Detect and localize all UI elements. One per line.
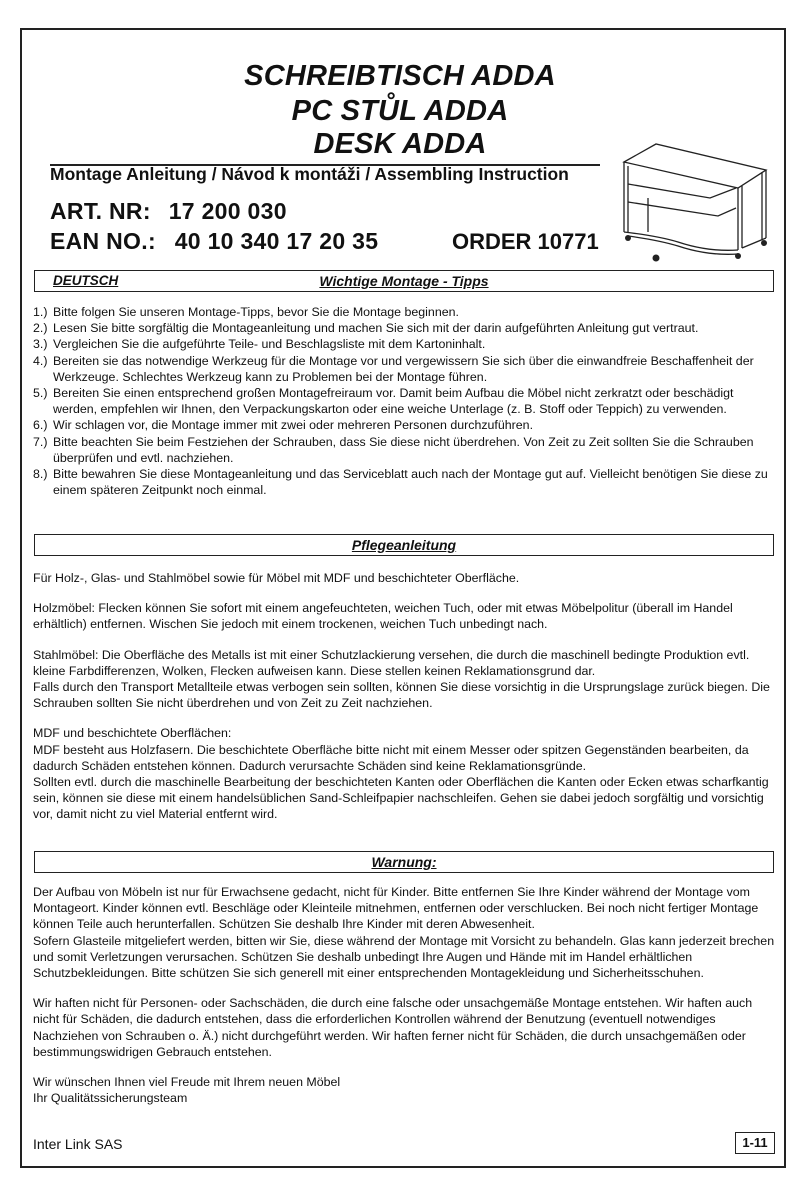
care-wood: Holzmöbel: Flecken können Sie sofort mit einem angefeuchteten, weichen Tuch, oder mit etwas Möbelpolitur (überall im Handel erhältlich) entfernen. Wischen Sie jedoch mit einem trockenen, weichen Tuch unbedingt nach. xyxy=(33,601,733,632)
tip-text: Bitte beachten Sie beim Festziehen der Schrauben, dass Sie diese nicht überdrehen. Von Zeit zu Zeit sollten Sie die Schrauben überprüfen und evtl. nachziehen. xyxy=(53,434,754,465)
tips-lang: DEUTSCH xyxy=(53,273,119,288)
list-item xyxy=(33,304,773,320)
warning-p2: Sofern Glasteile mitgeliefert werden, bitten wir Sie, diese während der Montage mit Vorsicht zu behandeln. Glas kann jederzeit brechen und somit Verletzungen verursachen. Schützen Sie deshalb unbedingt Ihre Augen und Hände mit im Handel erhältlichen Schutzbekleidungen. Bitte schützen Sie sich generell mit einer entsprechenden Montagekleidung und Sicherheitsschuhen. xyxy=(33,933,775,981)
tip-number: 2.) xyxy=(33,321,48,336)
title-line-3: DESK ADDA xyxy=(313,128,487,160)
title-line-2: PC STŮL ADDA xyxy=(291,95,509,127)
list-item xyxy=(33,336,773,352)
care-mdf-2: Sollten evtl. durch die maschinelle Bearbeitung der beschichteten Kanten oder Oberflächen die Kanten oder Ecken etwas scharfkantig sein, können sie diese mit einem handelsüblichen Sand-Schleifpapier nachschleifen. Gehen sie dabei jedoch sorgfältig und vorsichtig vor, damit nicht zu viel Material entfernt wird. xyxy=(33,775,769,822)
care-section xyxy=(33,570,778,823)
tip-text: Bereiten sie das notwendige Werkzeug für die Montage vor und vergewissern Sie sich über die einwandfreie Beschaffenheit der Werkzeuge. Schlechtes Werkzeug kann zu Problemen bei der Montage führen. xyxy=(53,353,754,384)
warning-header xyxy=(34,851,774,873)
subtitle xyxy=(50,164,600,185)
care-header xyxy=(34,534,774,556)
tip-text: Vergleichen Sie die aufgeführte Teile- und Beschlagsliste mit dem Kartoninhalt. xyxy=(53,337,486,352)
company-name: Inter Link SAS xyxy=(33,1136,123,1152)
closing-2: Ihr Qualitätssicherungsteam xyxy=(33,1091,188,1106)
desk-illustration xyxy=(618,140,768,262)
tip-number: 7.) xyxy=(33,434,48,449)
tips-heading: Wichtige Montage - Tipps xyxy=(319,273,489,289)
tip-text: Bereiten Sie einen entsprechend großen Montagefreiraum vor. Damit beim Aufbau die Möbel nicht zerkratzt oder beschädigt werden, empfehlen wir Ihnen, den Verpackungskarton oder eine weiche Unterlage (z. B. Stoff oder Teppich) zu verwenden. xyxy=(53,386,734,417)
list-item xyxy=(33,417,773,433)
tip-number: 8.) xyxy=(33,467,48,482)
ean-value: 40 10 340 17 20 35 xyxy=(174,228,379,254)
tip-text: Lesen Sie bitte sorgfältig die Montageanleitung und machen Sie sich mit der darin aufgeführten Anleitung gut vertraut. xyxy=(53,321,699,336)
tip-number: 6.) xyxy=(33,418,48,433)
warning-section xyxy=(33,884,778,1106)
tips-list xyxy=(33,304,773,498)
warning-p3: Wir haften nicht für Personen- oder Sachschäden, die durch eine falsche oder unsachgemäße Montage entstehen. Wir haften auch nicht für Schäden, die dadurch entstehen, dass die erforderlichen Kontrollen während der Benutzung (eventuell notwendiges Nachziehen von Schrauben o. Ä.) nicht durchgeführt werden. Wir haften ferner nicht für Schäden, die durch unsachgemäßen oder bestimmungswidrigen Gebrauch entstehen. xyxy=(33,996,753,1059)
warning-p1: Der Aufbau von Möbeln ist nur für Erwachsene gedacht, nicht für Kinder. Bitte entfernen Sie Ihre Kinder während der Montage vom Montageort. Kinder können evtl. Beschläge oder Kleinteile mitnehmen, entfernen oder verschlucken. Bei noch nicht fertiger Montage können Teile auch herunterfallen. Schützen Sie deshalb Ihre Kinder mit deren Abwesenheit. xyxy=(33,885,759,932)
list-item xyxy=(33,320,773,336)
care-steel-1: Stahlmöbel: Die Oberfläche des Metalls ist mit einer Schutzlackierung versehen, die durch die maschinell bedingte Produktion evtl. kleine Farbdifferenzen, Wolken, Flecken aufweisen kann. Diese stellen keinen Reklamationsgrund dar. xyxy=(33,647,750,678)
care-mdf-heading: MDF und beschichtete Oberflächen: xyxy=(33,726,232,741)
order-number: ORDER 10771 xyxy=(452,229,599,254)
tips-header xyxy=(34,270,774,292)
list-item xyxy=(33,385,773,417)
tip-number: 5.) xyxy=(33,386,48,401)
tip-number: 3.) xyxy=(33,337,48,352)
page-number: 1-11 xyxy=(735,1132,775,1154)
closing-1: Wir wünschen Ihnen viel Freude mit Ihrem neuen Möbel xyxy=(33,1075,341,1090)
ean-label: EAN NO.: xyxy=(50,228,156,254)
care-mdf-1: MDF besteht aus Holzfasern. Die beschichtete Oberfläche bitte nicht mit einem Messer oder spitzen Gegenständen bearbeiten, da dadurch Schäden entstehen können. Dadurch verursachte Schäden sind keine Reklamationsgründe. xyxy=(33,742,749,773)
tip-text: Bitte bewahren Sie diese Montageanleitung und das Serviceblatt auch nach der Montage gut auf. Vielleicht benötigen Sie diese zu einem späteren Zeitpunkt noch einmal. xyxy=(53,467,768,498)
art-value: 17 200 030 xyxy=(168,198,287,224)
care-steel-2: Falls durch den Transport Metallteile etwas verbogen sein sollten, können Sie diese vorsichtig in die Ursprungslage zurück biegen. Die Schrauben sollten Sie nicht überdrehen und von Zeit zu Zeit nachziehen. xyxy=(33,680,770,711)
title-line-1: SCHREIBTISCH ADDA xyxy=(244,60,556,92)
art-label: ART. NR: xyxy=(50,198,151,224)
tip-text: Wir schlagen vor, die Montage immer mit zwei oder mehreren Personen durchzuführen. xyxy=(53,418,534,433)
tip-number: 1.) xyxy=(33,305,48,319)
care-heading: Pflegeanleitung xyxy=(351,537,457,553)
art-number xyxy=(50,198,287,225)
list-item xyxy=(33,434,773,466)
list-item xyxy=(33,466,773,498)
subtitle-text: Montage Anleitung / Návod k montáži / Assembling Instruction xyxy=(50,164,569,184)
list-item xyxy=(33,353,773,385)
tip-text: Bitte folgen Sie unseren Montage-Tipps, bevor Sie die Montage beginnen. xyxy=(53,305,459,319)
care-intro: Für Holz-, Glas- und Stahlmöbel sowie für Möbel mit MDF und beschichteter Oberfläche. xyxy=(33,571,520,585)
tip-number: 4.) xyxy=(33,353,48,368)
warning-heading: Warnung: xyxy=(371,854,437,870)
ean-number xyxy=(50,228,378,255)
